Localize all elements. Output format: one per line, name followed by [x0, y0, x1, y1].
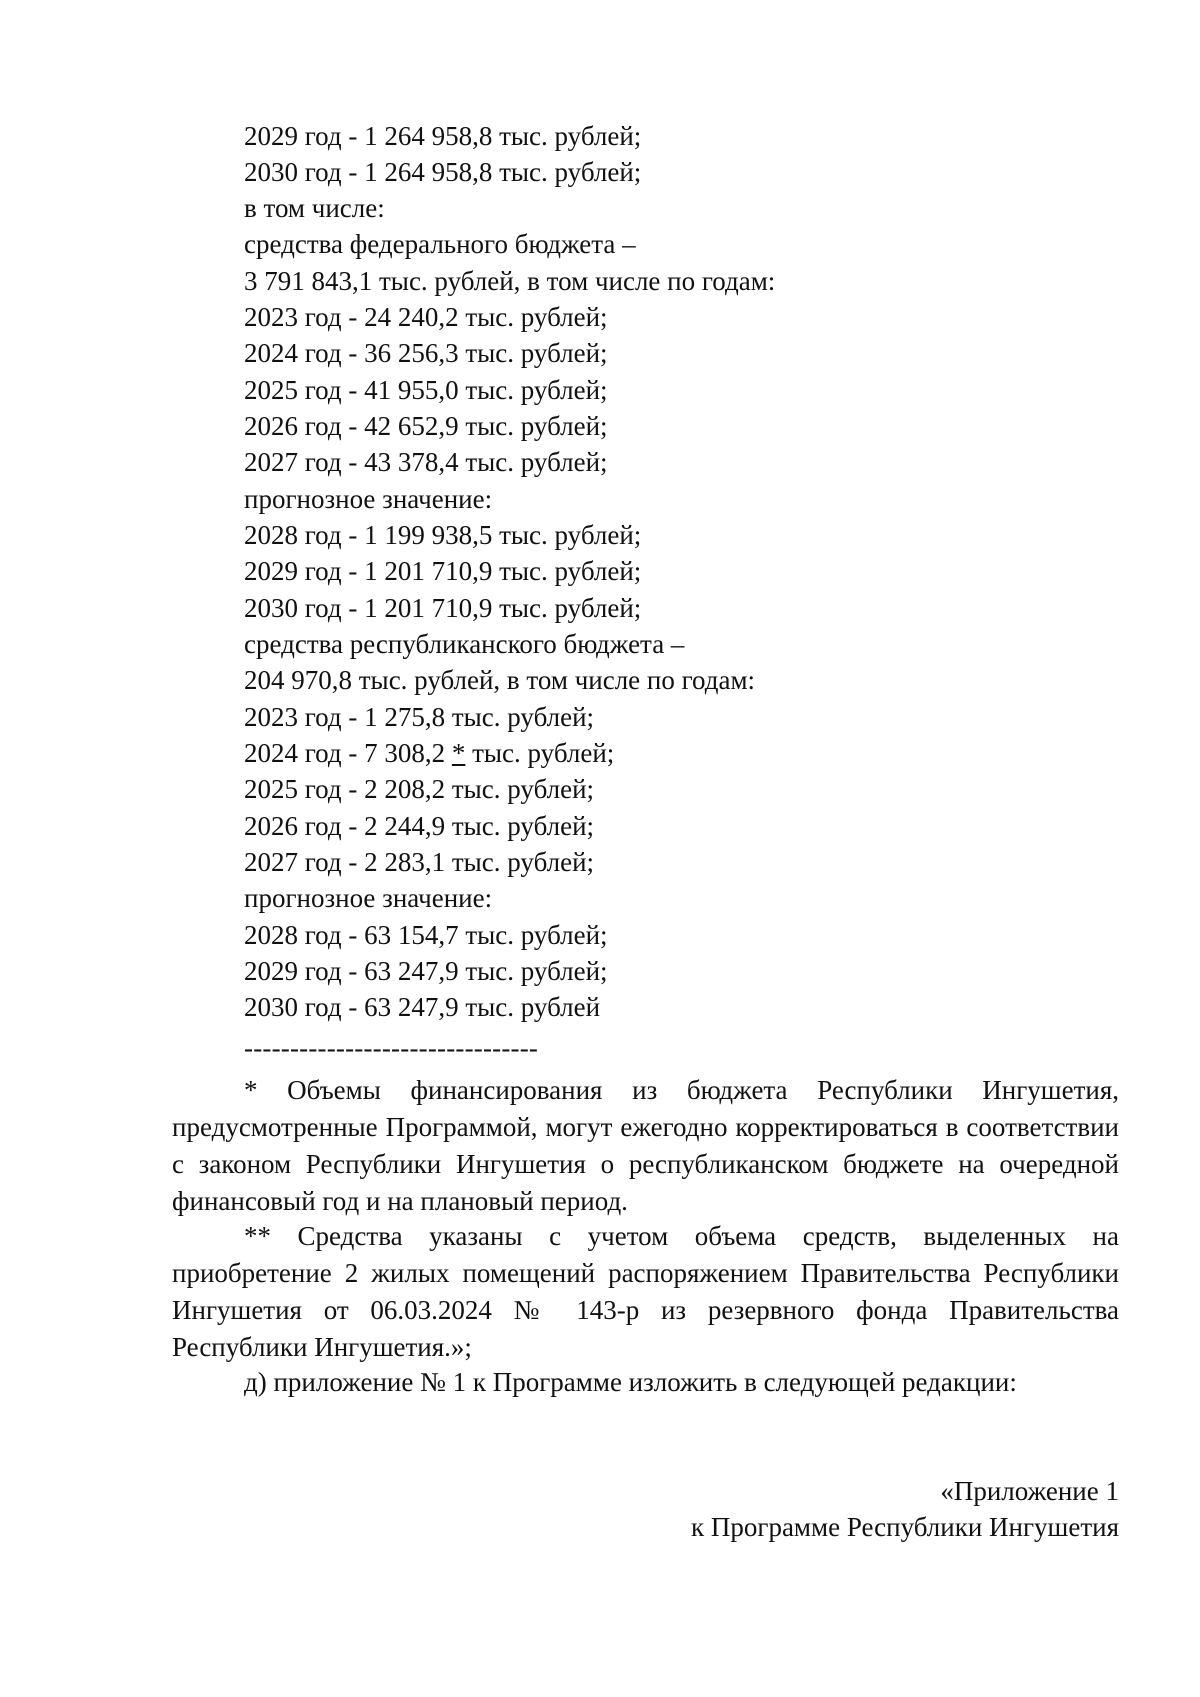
federal-line-2028: 2028 год - 1 199 938,5 тыс. рублей;: [244, 520, 642, 550]
republican-line-2024-unit: тыс. рублей;: [465, 738, 615, 768]
federal-line-2024: 2024 год - 36 256,3 тыс. рублей;: [244, 338, 608, 368]
republican-forecast-label: прогнозное значение:: [244, 883, 493, 913]
federal-forecast-label: прогнозное значение:: [244, 484, 493, 514]
republican-budget-heading: средства республиканского бюджета –: [244, 629, 685, 659]
republican-line-2024: [244, 735, 614, 772]
republican-line-2029: 2029 год - 63 247,9 тыс. рублей;: [244, 956, 608, 986]
including-label: в том числе:: [244, 193, 385, 223]
republican-line-2023: 2023 год - 1 275,8 тыс. рублей;: [244, 702, 595, 732]
footnote-1: * Объемы финансирования из бюджета Республики Ингушетия, предусмотренные Программой, могут ежегодно корректироваться в соответствии с законом Республики Ингушетия о республиканском бюджете на очередной финансовый год и на плановый период.: [172, 1075, 1119, 1216]
federal-line-2023: 2023 год - 24 240,2 тыс. рублей;: [244, 302, 608, 332]
republican-line-2027: 2027 год - 2 283,1 тыс. рублей;: [244, 847, 595, 877]
funding-line-total-2030: 2030 год - 1 264 958,8 тыс. рублей;: [244, 157, 642, 187]
appendix-subtitle: к Программе Республики Ингушетия: [691, 1512, 1119, 1542]
republican-budget-total: 204 970,8 тыс. рублей, в том числе по годам:: [244, 665, 756, 695]
federal-line-2029: 2029 год - 1 201 710,9 тыс. рублей;: [244, 556, 642, 586]
funding-line-total-2029: 2029 год - 1 264 958,8 тыс. рублей;: [244, 121, 642, 151]
republican-line-2024-text: 2024 год - 7 308,2: [244, 738, 452, 768]
federal-line-2026: 2026 год - 42 652,9 тыс. рублей;: [244, 411, 608, 441]
footnote-2: ** Средства указаны с учетом объема средств, выделенных на приобретение 2 жилых помещений распоряжением Правительства Республики Ингушетия от 06.03.2024 № 143-р из резервного фонда Правительства Республики Ингушетия.»;: [172, 1221, 1119, 1362]
federal-line-2025: 2025 год - 41 955,0 тыс. рублей;: [244, 375, 608, 405]
appendix-title: «Приложение 1: [940, 1476, 1119, 1506]
item-d-paragraph: д) приложение № 1 к Программе изложить в следующей редакции:: [244, 1367, 1017, 1397]
federal-line-2030: 2030 год - 1 201 710,9 тыс. рублей;: [244, 593, 642, 623]
republican-line-2025: 2025 год - 2 208,2 тыс. рублей;: [244, 774, 595, 804]
republican-line-2028: 2028 год - 63 154,7 тыс. рублей;: [244, 920, 608, 950]
federal-line-2027: 2027 год - 43 378,4 тыс. рублей;: [244, 447, 608, 477]
footnote-mark: *: [451, 738, 466, 768]
federal-budget-total: 3 791 843,1 тыс. рублей, в том числе по годам:: [244, 266, 776, 296]
footnote-separator: --------------------------------: [244, 1033, 539, 1063]
federal-budget-heading: средства федерального бюджета –: [244, 229, 636, 259]
republican-line-2026: 2026 год - 2 244,9 тыс. рублей;: [244, 811, 595, 841]
republican-line-2030: 2030 год - 63 247,9 тыс. рублей: [244, 992, 601, 1022]
